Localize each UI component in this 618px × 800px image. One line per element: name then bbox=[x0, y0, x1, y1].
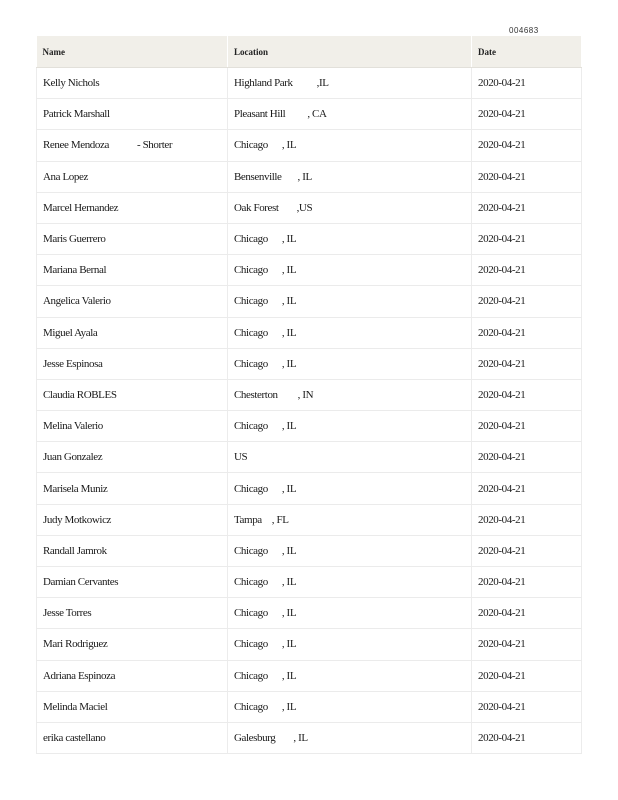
location-city: Highland Park bbox=[234, 77, 293, 90]
location-region: , IL bbox=[281, 326, 297, 339]
location-city: Chicago bbox=[234, 576, 268, 589]
cell-date: 2020-04-21 bbox=[472, 379, 582, 410]
location-region: , IL bbox=[281, 233, 297, 246]
cell-date: 2020-04-21 bbox=[472, 161, 582, 192]
table-row bbox=[37, 442, 582, 473]
signer-name: Melinda Maciel bbox=[43, 700, 108, 713]
cell-date: 2020-04-21 bbox=[472, 99, 582, 130]
cell-date: 2020-04-21 bbox=[472, 691, 582, 722]
table-row bbox=[37, 68, 582, 99]
cell-name bbox=[37, 629, 228, 660]
table-row bbox=[37, 223, 582, 254]
cell-location bbox=[228, 473, 472, 504]
location-region: , IL bbox=[293, 732, 308, 745]
location-city: Oak Forest bbox=[234, 201, 279, 214]
cell-date: 2020-04-21 bbox=[472, 535, 582, 566]
location-city: Chicago bbox=[234, 233, 268, 246]
cell-location bbox=[228, 255, 472, 286]
cell-date: 2020-04-21 bbox=[472, 317, 582, 348]
signer-name: Judy Motkowicz bbox=[43, 513, 112, 526]
location-region: , IL bbox=[281, 607, 297, 620]
cell-date: 2020-04-21 bbox=[472, 504, 582, 535]
location-region: ,US bbox=[296, 201, 313, 214]
location-region: , IL bbox=[281, 295, 297, 308]
location-city: Chesterton bbox=[234, 388, 278, 401]
signer-name: Jesse Torres bbox=[43, 607, 92, 620]
cell-name bbox=[37, 411, 228, 442]
table-row bbox=[37, 629, 582, 660]
signer-name: Patrick Marshall bbox=[43, 108, 110, 121]
column-header-date: Date bbox=[472, 36, 582, 68]
cell-name bbox=[37, 660, 228, 691]
page-number: 004683 bbox=[509, 26, 539, 35]
location-region: , CA bbox=[307, 108, 327, 121]
signer-name: Claudia ROBLES bbox=[43, 388, 117, 401]
signer-name: Marcel Hernandez bbox=[43, 201, 119, 214]
cell-date: 2020-04-21 bbox=[472, 130, 582, 161]
cell-date: 2020-04-21 bbox=[472, 223, 582, 254]
cell-date: 2020-04-21 bbox=[472, 411, 582, 442]
table-row bbox=[37, 598, 582, 629]
cell-location bbox=[228, 348, 472, 379]
location-city: Chicago bbox=[234, 607, 268, 620]
table-row bbox=[37, 255, 582, 286]
cell-location bbox=[228, 691, 472, 722]
location-city: Chicago bbox=[234, 482, 268, 495]
location-city: Pleasant Hill bbox=[234, 108, 286, 121]
location-city: US bbox=[234, 451, 248, 464]
cell-location bbox=[228, 161, 472, 192]
location-region: , IN bbox=[297, 388, 314, 401]
cell-date: 2020-04-21 bbox=[472, 567, 582, 598]
location-region: ,IL bbox=[316, 77, 329, 90]
cell-name bbox=[37, 130, 228, 161]
signer-name: Randall Jamrok bbox=[43, 544, 107, 557]
signer-name: Kelly Nichols bbox=[43, 77, 100, 90]
cell-location bbox=[228, 629, 472, 660]
cell-name bbox=[37, 255, 228, 286]
cell-location bbox=[228, 535, 472, 566]
cell-location bbox=[228, 598, 472, 629]
cell-location bbox=[228, 722, 472, 753]
location-region: , FL bbox=[271, 513, 289, 526]
location-region: , IL bbox=[281, 700, 297, 713]
cell-date: 2020-04-21 bbox=[472, 722, 582, 753]
cell-location bbox=[228, 68, 472, 99]
cell-date: 2020-04-21 bbox=[472, 68, 582, 99]
location-city: Chicago bbox=[234, 544, 268, 557]
cell-location bbox=[228, 567, 472, 598]
location-city: Chicago bbox=[234, 700, 268, 713]
location-region: , IL bbox=[281, 482, 297, 495]
cell-name bbox=[37, 504, 228, 535]
location-region: , IL bbox=[281, 638, 297, 651]
cell-name bbox=[37, 317, 228, 348]
table-row bbox=[37, 192, 582, 223]
cell-location bbox=[228, 379, 472, 410]
cell-date: 2020-04-21 bbox=[472, 473, 582, 504]
table-row bbox=[37, 722, 582, 753]
signer-name: erika castellano bbox=[43, 732, 106, 745]
cell-name bbox=[37, 286, 228, 317]
signer-name: Maris Guerrero bbox=[43, 233, 106, 246]
location-city: Chicago bbox=[234, 420, 268, 433]
location-city: Chicago bbox=[234, 357, 268, 370]
table-row bbox=[37, 317, 582, 348]
table-header bbox=[37, 36, 582, 68]
table-row bbox=[37, 660, 582, 691]
location-region: , IL bbox=[281, 544, 297, 557]
cell-location bbox=[228, 192, 472, 223]
cell-date: 2020-04-21 bbox=[472, 442, 582, 473]
cell-date: 2020-04-21 bbox=[472, 348, 582, 379]
signer-name: Jesse Espinosa bbox=[43, 357, 103, 370]
header-row bbox=[37, 36, 582, 68]
signer-name: Mari Rodriguez bbox=[43, 638, 108, 651]
cell-date: 2020-04-21 bbox=[472, 255, 582, 286]
signer-name: Mariana Bernal bbox=[43, 264, 107, 277]
cell-name bbox=[37, 598, 228, 629]
cell-location bbox=[228, 99, 472, 130]
location-city: Chicago bbox=[234, 264, 268, 277]
signer-name: Adriana Espinoza bbox=[43, 669, 116, 682]
cell-location bbox=[228, 223, 472, 254]
table-row bbox=[37, 473, 582, 504]
table-row bbox=[37, 348, 582, 379]
cell-name bbox=[37, 567, 228, 598]
table-body bbox=[37, 68, 582, 754]
cell-location bbox=[228, 504, 472, 535]
location-city: Galesburg bbox=[234, 732, 276, 745]
signer-name: Ana Lopez bbox=[43, 170, 88, 183]
signer-name: Juan Gonzalez bbox=[43, 451, 103, 464]
cell-location bbox=[228, 660, 472, 691]
cell-name bbox=[37, 223, 228, 254]
cell-name bbox=[37, 68, 228, 99]
location-city: Tampa bbox=[234, 513, 262, 526]
cell-name bbox=[37, 722, 228, 753]
table-row bbox=[37, 130, 582, 161]
column-header-location: Location bbox=[228, 36, 472, 68]
table-row bbox=[37, 99, 582, 130]
cell-date: 2020-04-21 bbox=[472, 660, 582, 691]
location-city: Chicago bbox=[234, 638, 268, 651]
cell-location bbox=[228, 442, 472, 473]
location-region: , IL bbox=[281, 420, 297, 433]
cell-location bbox=[228, 317, 472, 348]
cell-location bbox=[228, 411, 472, 442]
signatures-table bbox=[36, 36, 582, 754]
cell-location bbox=[228, 130, 472, 161]
cell-name bbox=[37, 473, 228, 504]
location-city: Chicago bbox=[234, 669, 268, 682]
cell-name bbox=[37, 99, 228, 130]
cell-name bbox=[37, 161, 228, 192]
cell-date: 2020-04-21 bbox=[472, 286, 582, 317]
signer-name: Melina Valerio bbox=[43, 420, 103, 433]
signer-name: Damian Cervantes bbox=[43, 576, 119, 589]
location-region: , IL bbox=[281, 139, 297, 152]
signer-name: Renee Mendoza bbox=[43, 139, 109, 152]
table-row bbox=[37, 411, 582, 442]
cell-name bbox=[37, 691, 228, 722]
cell-name bbox=[37, 442, 228, 473]
cell-name bbox=[37, 348, 228, 379]
table-row bbox=[37, 379, 582, 410]
location-city: Chicago bbox=[234, 326, 268, 339]
table-row bbox=[37, 504, 582, 535]
table-row bbox=[37, 535, 582, 566]
table-row bbox=[37, 567, 582, 598]
location-city: Chicago bbox=[234, 139, 268, 152]
location-region: , IL bbox=[281, 264, 297, 277]
table-row bbox=[37, 691, 582, 722]
location-city: Bensenville bbox=[234, 170, 282, 183]
cell-date: 2020-04-21 bbox=[472, 598, 582, 629]
cell-location bbox=[228, 286, 472, 317]
signer-name: Angelica Valerio bbox=[43, 295, 111, 308]
location-region: , IL bbox=[281, 669, 297, 682]
cell-date: 2020-04-21 bbox=[472, 192, 582, 223]
table-row bbox=[37, 286, 582, 317]
signer-name: Miguel Ayala bbox=[43, 326, 98, 339]
signer-name: Marisela Muniz bbox=[43, 482, 108, 495]
table-row bbox=[37, 161, 582, 192]
cell-name bbox=[37, 192, 228, 223]
signer-name-suffix: - Shorter bbox=[136, 139, 173, 152]
cell-date: 2020-04-21 bbox=[472, 629, 582, 660]
column-header-name: Name bbox=[37, 36, 228, 68]
location-region: , IL bbox=[281, 357, 297, 370]
cell-name bbox=[37, 535, 228, 566]
cell-name bbox=[37, 379, 228, 410]
location-region: , IL bbox=[281, 576, 297, 589]
location-region: , IL bbox=[297, 170, 312, 183]
location-city: Chicago bbox=[234, 295, 268, 308]
